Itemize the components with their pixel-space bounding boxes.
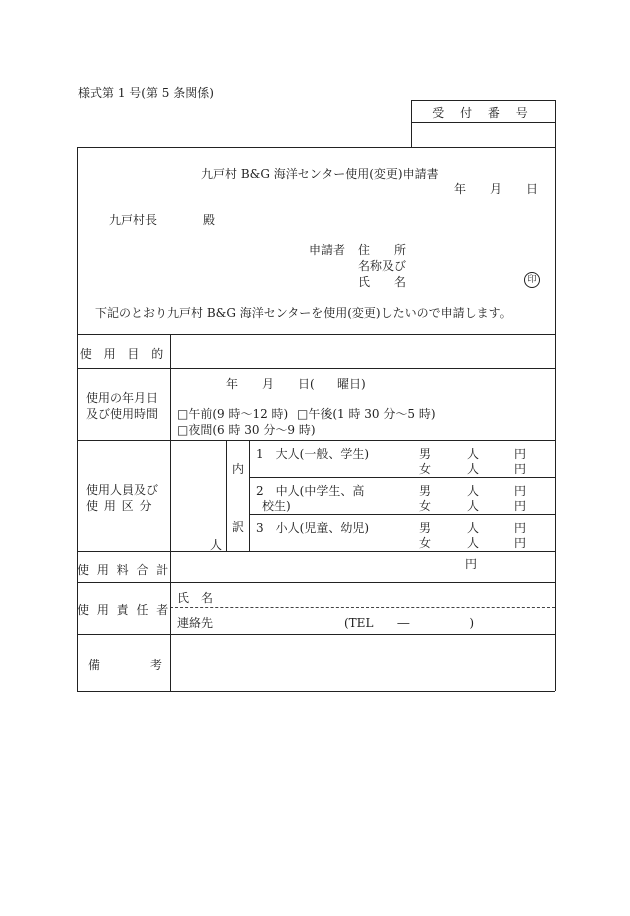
remarks-label-1: 備 xyxy=(88,658,101,672)
receipt-value[interactable] xyxy=(415,127,551,143)
date-month: 月 xyxy=(490,182,503,196)
responsible-name-label: 氏 名 xyxy=(177,591,214,605)
category-3-male-people: 人 xyxy=(467,521,480,535)
category-3-male-yen: 円 xyxy=(514,521,527,535)
schedule-label-line1: 使用の年月日 xyxy=(86,391,159,405)
applicant-label: 申請者 xyxy=(309,243,346,257)
schedule-year: 年 xyxy=(226,377,239,391)
breakdown-char-2: 訳 xyxy=(232,520,245,534)
purpose-label: 使 用 目 的 xyxy=(79,347,168,361)
schedule-month: 月 xyxy=(262,377,275,391)
breakdown-char-1: 内 xyxy=(232,462,245,476)
category-1-male: 男 xyxy=(419,447,432,461)
remarks-field[interactable] xyxy=(175,640,550,685)
schedule-weekday: 曜日) xyxy=(337,377,366,391)
receipt-label: 受 付 番 号 xyxy=(432,106,534,120)
afternoon-checkbox[interactable]: □午後(1 時 30 分〜5 時) xyxy=(297,407,436,421)
statement-text: 下記のとおり九戸村 B&G 海洋センターを使用(変更)したいので申請します。 xyxy=(95,306,512,320)
remarks-label-2: 考 xyxy=(150,658,163,672)
morning-checkbox[interactable]: □午前(9 時〜12 時) xyxy=(177,407,289,421)
responsible-tel: (TEL ― ) xyxy=(344,616,475,630)
category-3-male: 男 xyxy=(419,521,432,535)
date-day: 日 xyxy=(526,182,539,196)
category-2-male-people: 人 xyxy=(467,484,480,498)
category-2-male-yen: 円 xyxy=(514,484,527,498)
seal-mark: 印 xyxy=(524,272,540,288)
category-3-female-yen: 円 xyxy=(514,536,527,550)
category-3-label: 3 小人(児童、幼児) xyxy=(256,521,369,535)
purpose-field[interactable] xyxy=(175,340,550,362)
schedule-label-line2: 及び使用時間 xyxy=(86,407,159,421)
total-fee-yen: 円 xyxy=(465,557,478,571)
total-fee-label: 使 用 料 合 計 xyxy=(77,563,171,577)
category-2-female-yen: 円 xyxy=(514,499,527,513)
addressee-honorific: 殿 xyxy=(203,213,216,227)
responsible-label: 使 用 責 任 者 xyxy=(77,603,171,617)
category-3-female: 女 xyxy=(419,536,432,550)
category-1-male-people: 人 xyxy=(467,447,480,461)
category-2-female: 女 xyxy=(419,499,432,513)
applicant-name-and: 名称及び xyxy=(358,259,407,273)
applicant-name: 氏 名 xyxy=(358,275,407,289)
responsible-contact-label: 連絡先 xyxy=(177,616,214,630)
applicant-address: 住 所 xyxy=(358,243,407,257)
category-1-male-yen: 円 xyxy=(514,447,527,461)
addressee-name: 九戸村長 xyxy=(109,213,158,227)
date-year: 年 xyxy=(454,182,467,196)
users-label-line2: 使 用 区 分 xyxy=(86,499,153,513)
category-2-female-people: 人 xyxy=(467,499,480,513)
category-2-label: 2 中人(中学生、高 xyxy=(256,484,365,498)
schedule-day: 日( xyxy=(298,377,315,391)
night-checkbox[interactable]: □夜間(6 時 30 分〜9 時) xyxy=(177,423,316,437)
users-person-unit: 人 xyxy=(210,538,223,552)
category-3-female-people: 人 xyxy=(467,536,480,550)
category-2-male: 男 xyxy=(419,484,432,498)
category-1-female: 女 xyxy=(419,462,432,476)
category-2-label-cont: 校生) xyxy=(262,499,291,513)
form-title: 九戸村 B&G 海洋センター使用(変更)申請書 xyxy=(201,167,439,181)
users-label-line1: 使用人員及び xyxy=(86,483,159,497)
category-1-label: 1 大人(一般、学生) xyxy=(256,447,369,461)
category-1-female-yen: 円 xyxy=(514,462,527,476)
category-1-female-people: 人 xyxy=(467,462,480,476)
form-number: 様式第 1 号(第 5 条関係) xyxy=(78,86,214,100)
